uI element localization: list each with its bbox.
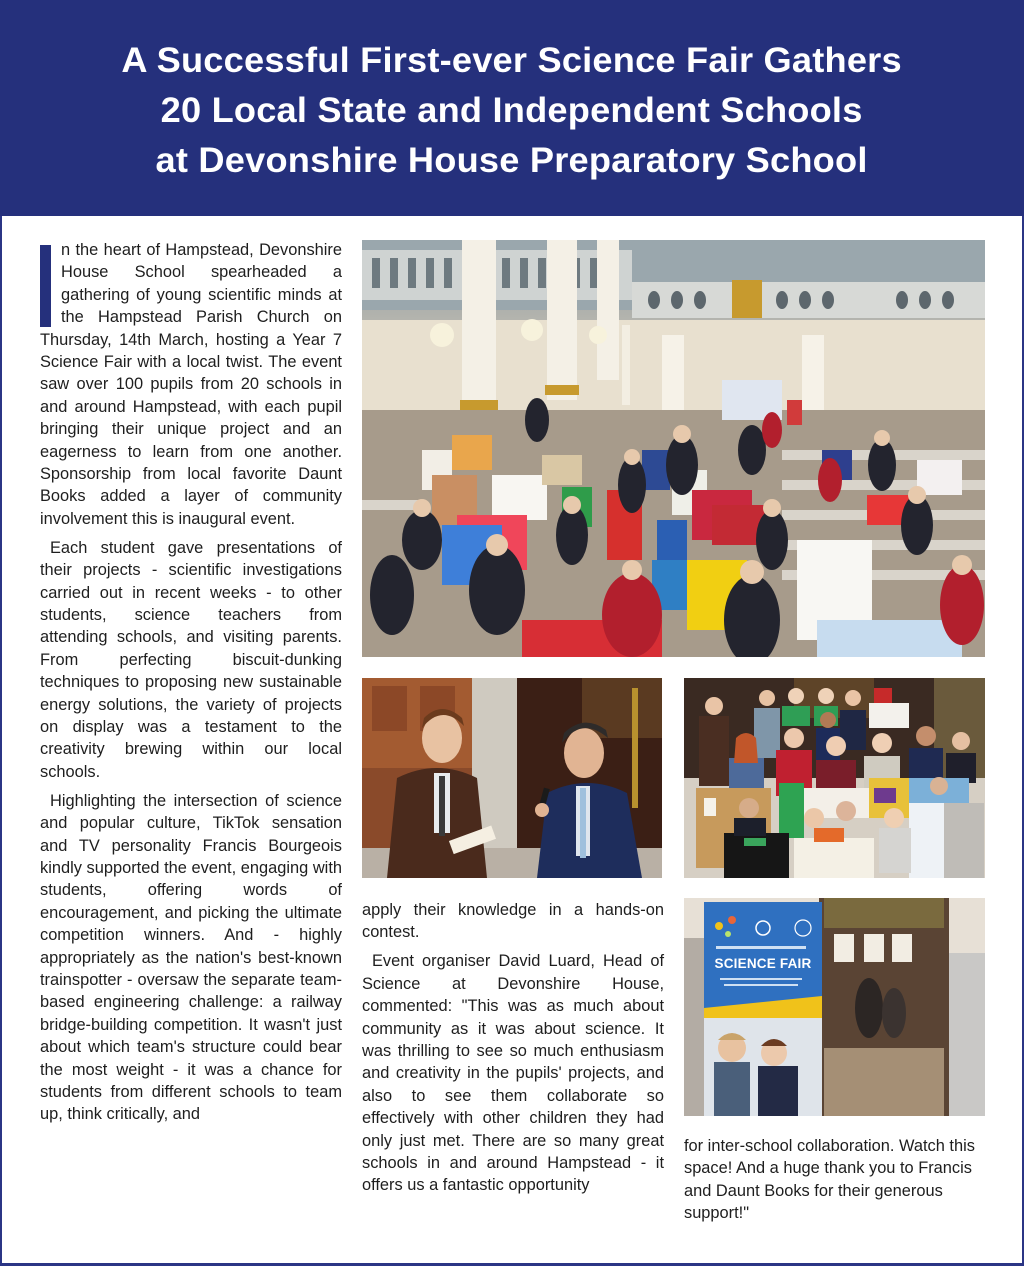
- paragraph-francis-bourgeois-cont: apply their knowledge in a hands-on contest.: [362, 901, 664, 942]
- title-line-2: 20 Local State and Independent Schools: [161, 90, 863, 130]
- photo-student-interview: [362, 678, 662, 878]
- photo-pupils-group: [684, 678, 985, 878]
- photo-science-fair-hall: [362, 240, 985, 657]
- hall-photo-illustration: [362, 240, 985, 657]
- paragraph-david-luard-quote-cont: for inter-school collaboration. Watch this space! And a huge thank you to Francis and Daunt Books for their generous support!": [684, 1137, 975, 1223]
- title-line-1: A Successful First-ever Science Fair Gathers: [121, 40, 903, 80]
- paragraph-intro-text: n the heart of Hampstead, Devonshire House School spearheaded a gathering of young scientific minds at the Hampstead Parish Church on Thursday, 14th March, hosting a Year 7 Science Fair with a local twist. The event saw over 100 pupils from 20 schools in and around Hampstead, with each pupil bringing their unique project and an eagerness to learn from one another. Sponsorship from local favorite Daunt Books added a layer of community involvement this is inaugural event.: [40, 241, 342, 528]
- banner-science-fair-text: SCIENCE FAIR: [714, 956, 812, 971]
- paragraph-intro: [40, 239, 342, 530]
- banner-photo-illustration: [684, 898, 985, 1116]
- group-photo-illustration: [684, 678, 985, 878]
- page-border-left: [0, 216, 2, 1266]
- article-column-3: [684, 1135, 986, 1231]
- photo-science-fair-banner: [684, 898, 985, 1116]
- article-header: [0, 0, 1024, 216]
- article-column-1: [40, 239, 342, 1132]
- interview-photo-illustration: [362, 678, 662, 878]
- paragraph-francis-bourgeois: Highlighting the intersection of science and popular culture, TikTok sensation and TV personality Francis Bourgeois kindly supported the event, engaging with students, offering words of encouragement, and picking the ultimate competition winners. And - highly appropriately as the nation's best-known trainspotter - oversaw the separate team-based engineering challenge: a railway bridge-building competition. It wasn't just about which team's structure could bear the most weight - it was a chance for students from different schools to team up, think critically, and: [40, 791, 342, 1124]
- article-column-2: [362, 899, 664, 1203]
- paragraph-david-luard-quote: Event organiser David Luard, Head of Science at Devonshire House, commented: "This was as much about community as it was about science. It was thrilling to see so much enthusiasm and creativity in the pupils' projects, and also to see them collaborate so effectively with other children they had only just met. There are so many great schools in and around Hampstead - it offers us a fantastic opportunity: [362, 952, 664, 1195]
- title-line-3: at Devonshire House Preparatory School: [155, 140, 869, 180]
- dropcap-bar: [40, 245, 51, 327]
- paragraph-presentations: Each student gave presentations of their projects - scientific investigations carried out in recent weeks - to other students, science teachers from attending schools, and visiting parents. From perfecting biscuit-dunking techniques to proposing new sustainable energy solutions, the variety of projects on display was a testament to the creativity brewing within our local schools.: [40, 538, 342, 781]
- article-title: [122, 31, 902, 185]
